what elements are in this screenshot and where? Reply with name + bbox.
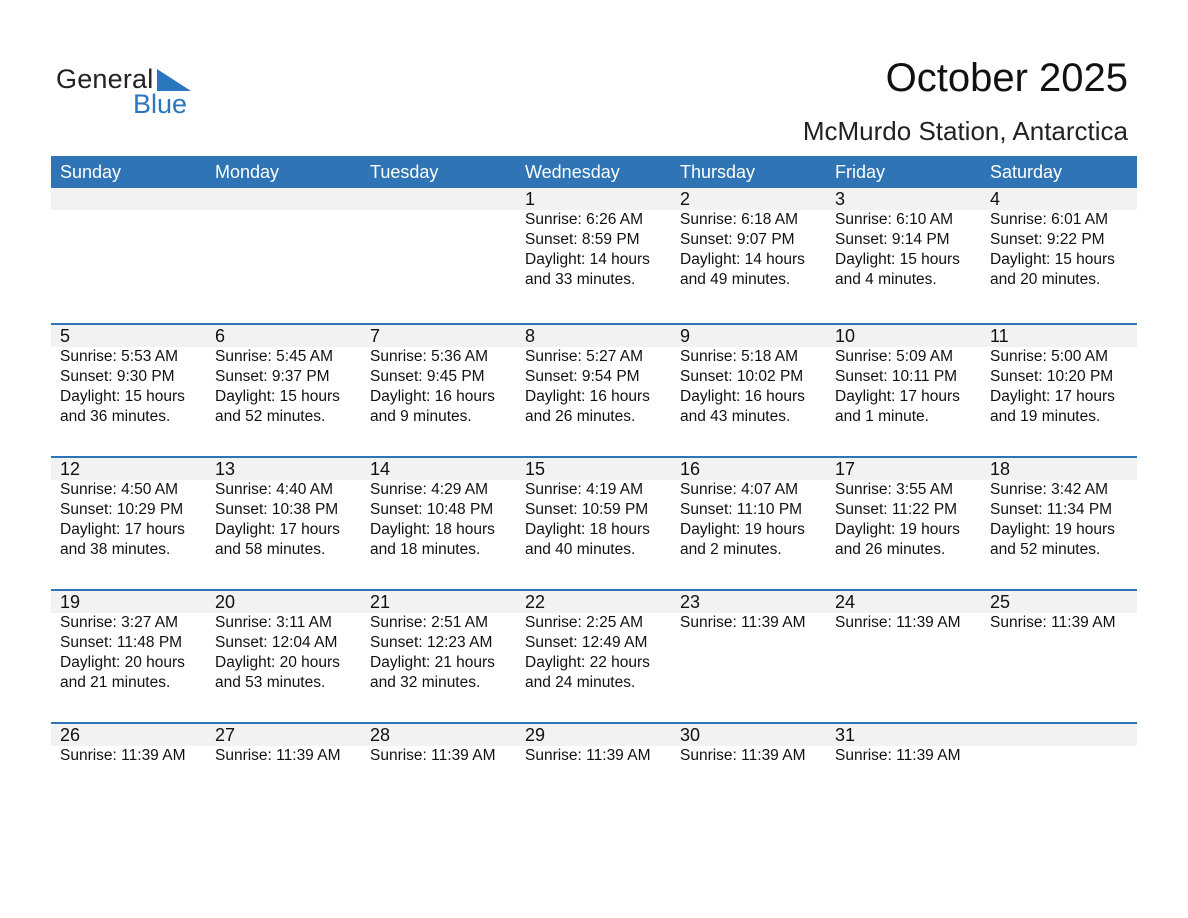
day-number: 10	[835, 326, 856, 346]
day-number: 2	[680, 189, 691, 209]
day-cell	[361, 458, 516, 589]
day-cell	[671, 724, 826, 855]
day-number: 31	[835, 725, 856, 745]
day-number	[990, 724, 1136, 746]
sunrise-text: Sunrise: 3:27 AM	[60, 614, 179, 631]
day-number: 13	[215, 459, 236, 479]
daylight-minutes-text: and 24 minutes.	[525, 674, 636, 691]
sunrise-text: Sunrise: 6:18 AM	[680, 211, 799, 228]
week-days	[51, 188, 1137, 323]
day-number: 25	[990, 592, 1011, 612]
daylight-text: Daylight: 14 hours	[525, 251, 650, 268]
sunset-text: Sunset: 9:54 PM	[525, 368, 640, 385]
day-number: 17	[835, 459, 856, 479]
day-number: 9	[680, 326, 691, 346]
day-cell	[361, 724, 516, 855]
weekday-header	[51, 156, 1137, 188]
day-cell	[516, 591, 671, 722]
day-cell	[206, 458, 361, 589]
week-row	[51, 323, 1137, 456]
sunrise-text: Sunrise: 11:39 AM	[60, 747, 186, 764]
daylight-minutes-text: and 43 minutes.	[680, 408, 791, 425]
day-cell	[671, 188, 826, 323]
day-cell	[826, 188, 981, 323]
sunset-text: Sunset: 9:14 PM	[835, 231, 950, 248]
sunrise-text: Sunrise: 4:50 AM	[60, 481, 179, 498]
logo-text-general: General	[56, 64, 154, 94]
day-number: 7	[370, 326, 381, 346]
day-number: 4	[990, 189, 1001, 209]
day-cell	[516, 188, 671, 323]
sunset-text: Sunset: 10:02 PM	[680, 368, 804, 385]
daylight-text: Daylight: 19 hours	[680, 521, 805, 538]
daylight-text: Daylight: 15 hours	[835, 251, 960, 268]
day-cell	[516, 724, 671, 855]
daylight-text: Daylight: 17 hours	[990, 388, 1115, 405]
sunrise-text: Sunrise: 11:39 AM	[525, 747, 651, 764]
daylight-minutes-text: and 20 minutes.	[990, 271, 1101, 288]
sunrise-text: Sunrise: 11:39 AM	[990, 614, 1116, 631]
day-number	[370, 188, 516, 210]
sunrise-text: Sunrise: 3:42 AM	[990, 481, 1109, 498]
sunset-text: Sunset: 9:45 PM	[370, 368, 485, 385]
daylight-text: Daylight: 22 hours	[525, 654, 650, 671]
day-cell	[206, 591, 361, 722]
day-number: 11	[990, 326, 1009, 346]
day-number: 21	[370, 592, 391, 612]
day-number: 29	[525, 725, 546, 745]
week-row	[51, 589, 1137, 722]
sunrise-text: Sunrise: 11:39 AM	[835, 614, 961, 631]
week-days	[51, 724, 1137, 855]
sunset-text: Sunset: 10:11 PM	[835, 368, 958, 385]
day-cell	[671, 325, 826, 456]
day-number: 23	[680, 592, 701, 612]
day-number: 8	[525, 326, 536, 346]
day-cell	[981, 591, 1136, 722]
empty-day-cell	[206, 188, 361, 323]
sunrise-text: Sunrise: 5:45 AM	[215, 348, 334, 365]
logo-triangle-icon	[157, 69, 191, 91]
daylight-minutes-text: and 32 minutes.	[370, 674, 481, 691]
daylight-text: Daylight: 18 hours	[525, 521, 650, 538]
daylight-minutes-text: and 33 minutes.	[525, 271, 636, 288]
week-row	[51, 722, 1137, 855]
day-cell	[826, 724, 981, 855]
daylight-minutes-text: and 18 minutes.	[370, 541, 481, 558]
day-number	[60, 188, 206, 210]
sunset-text: Sunset: 11:22 PM	[835, 501, 958, 518]
page-title: October 2025	[885, 56, 1128, 100]
daylight-text: Daylight: 20 hours	[215, 654, 340, 671]
sunrise-text: Sunrise: 5:18 AM	[680, 348, 799, 365]
day-cell	[826, 591, 981, 722]
weekday-friday: Friday	[835, 162, 886, 182]
sunset-text: Sunset: 10:38 PM	[215, 501, 339, 518]
daylight-text: Daylight: 14 hours	[680, 251, 805, 268]
day-number: 19	[60, 592, 81, 612]
weekday-wednesday: Wednesday	[525, 162, 620, 182]
day-number: 20	[215, 592, 236, 612]
daylight-text: Daylight: 16 hours	[525, 388, 650, 405]
daylight-minutes-text: and 26 minutes.	[835, 541, 946, 558]
daylight-text: Daylight: 17 hours	[215, 521, 340, 538]
weekday-tuesday: Tuesday	[370, 162, 439, 182]
daylight-text: Daylight: 15 hours	[60, 388, 185, 405]
sunrise-text: Sunrise: 11:39 AM	[835, 747, 961, 764]
week-days	[51, 591, 1137, 722]
sunset-text: Sunset: 12:04 AM	[215, 634, 338, 651]
sunset-text: Sunset: 9:07 PM	[680, 231, 795, 248]
sunrise-text: Sunrise: 3:11 AM	[215, 614, 332, 631]
sunset-text: Sunset: 8:59 PM	[525, 231, 640, 248]
sunrise-text: Sunrise: 11:39 AM	[370, 747, 496, 764]
daylight-text: Daylight: 21 hours	[370, 654, 495, 671]
week-days	[51, 458, 1137, 589]
sunset-text: Sunset: 11:48 PM	[60, 634, 183, 651]
weekday-monday: Monday	[215, 162, 280, 182]
sunset-text: Sunset: 10:59 PM	[525, 501, 649, 518]
weekday-thursday: Thursday	[680, 162, 756, 182]
daylight-minutes-text: and 19 minutes.	[990, 408, 1101, 425]
day-number: 30	[680, 725, 701, 745]
day-cell	[51, 325, 206, 456]
daylight-text: Daylight: 17 hours	[835, 388, 960, 405]
day-number: 14	[370, 459, 391, 479]
sunrise-text: Sunrise: 4:07 AM	[680, 481, 799, 498]
sunrise-text: Sunrise: 6:26 AM	[525, 211, 644, 228]
day-number: 6	[215, 326, 226, 346]
empty-day-cell	[361, 188, 516, 323]
daylight-text: Daylight: 20 hours	[60, 654, 185, 671]
daylight-text: Daylight: 15 hours	[990, 251, 1115, 268]
day-number: 1	[525, 189, 536, 209]
sunrise-text: Sunrise: 5:00 AM	[990, 348, 1109, 365]
calendar-grid	[51, 156, 1137, 855]
daylight-minutes-text: and 4 minutes.	[835, 271, 937, 288]
sunrise-text: Sunrise: 6:01 AM	[990, 211, 1109, 228]
weekday-saturday: Saturday	[990, 162, 1063, 182]
day-cell	[361, 591, 516, 722]
sunset-text: Sunset: 9:22 PM	[990, 231, 1105, 248]
daylight-minutes-text: and 2 minutes.	[680, 541, 782, 558]
sunrise-text: Sunrise: 4:29 AM	[370, 481, 489, 498]
sunrise-text: Sunrise: 5:09 AM	[835, 348, 954, 365]
day-number: 27	[215, 725, 236, 745]
daylight-minutes-text: and 1 minute.	[835, 408, 929, 425]
day-number: 18	[990, 459, 1011, 479]
daylight-text: Daylight: 16 hours	[680, 388, 805, 405]
day-cell	[981, 188, 1136, 323]
logo-text-blue: Blue	[133, 89, 188, 119]
sunrise-text: Sunrise: 5:53 AM	[60, 348, 179, 365]
day-number: 15	[525, 459, 546, 479]
day-number: 22	[525, 592, 546, 612]
day-number: 28	[370, 725, 391, 745]
day-cell	[51, 591, 206, 722]
sunset-text: Sunset: 10:48 PM	[370, 501, 494, 518]
weeks-container	[51, 188, 1137, 855]
day-number	[215, 188, 361, 210]
sunrise-text: Sunrise: 5:36 AM	[370, 348, 489, 365]
daylight-text: Daylight: 16 hours	[370, 388, 495, 405]
day-cell	[206, 325, 361, 456]
day-number: 26	[60, 725, 81, 745]
daylight-minutes-text: and 40 minutes.	[525, 541, 636, 558]
weekday-sunday: Sunday	[60, 162, 122, 182]
sunset-text: Sunset: 12:23 AM	[370, 634, 493, 651]
daylight-minutes-text: and 21 minutes.	[60, 674, 171, 691]
day-number: 24	[835, 592, 856, 612]
daylight-minutes-text: and 38 minutes.	[60, 541, 171, 558]
daylight-minutes-text: and 26 minutes.	[525, 408, 636, 425]
day-cell	[516, 458, 671, 589]
daylight-minutes-text: and 58 minutes.	[215, 541, 326, 558]
sunrise-text: Sunrise: 11:39 AM	[215, 747, 341, 764]
day-cell	[51, 724, 206, 855]
day-number: 12	[60, 459, 81, 479]
day-cell	[981, 458, 1136, 589]
logo	[56, 62, 206, 122]
sunrise-text: Sunrise: 6:10 AM	[835, 211, 954, 228]
empty-day-cell	[51, 188, 206, 323]
daylight-minutes-text: and 36 minutes.	[60, 408, 171, 425]
day-number: 3	[835, 189, 846, 209]
day-cell	[51, 458, 206, 589]
sunset-text: Sunset: 9:30 PM	[60, 368, 175, 385]
empty-day-cell	[981, 724, 1136, 855]
sunset-text: Sunset: 11:34 PM	[990, 501, 1113, 518]
sunset-text: Sunset: 11:10 PM	[680, 501, 803, 518]
day-cell	[516, 325, 671, 456]
day-number: 5	[60, 326, 71, 346]
sunrise-text: Sunrise: 4:40 AM	[215, 481, 334, 498]
daylight-text: Daylight: 17 hours	[60, 521, 185, 538]
daylight-text: Daylight: 18 hours	[370, 521, 495, 538]
week-days	[51, 325, 1137, 456]
day-cell	[361, 325, 516, 456]
daylight-minutes-text: and 53 minutes.	[215, 674, 326, 691]
sunrise-text: Sunrise: 11:39 AM	[680, 747, 806, 764]
week-row	[51, 188, 1137, 323]
day-cell	[826, 458, 981, 589]
sunset-text: Sunset: 12:49 AM	[525, 634, 648, 651]
daylight-text: Daylight: 19 hours	[835, 521, 960, 538]
sunrise-text: Sunrise: 2:51 AM	[370, 614, 489, 631]
sunrise-text: Sunrise: 4:19 AM	[525, 481, 644, 498]
daylight-text: Daylight: 15 hours	[215, 388, 340, 405]
day-cell	[671, 458, 826, 589]
sunrise-text: Sunrise: 3:55 AM	[835, 481, 954, 498]
sunset-text: Sunset: 10:29 PM	[60, 501, 184, 518]
daylight-minutes-text: and 49 minutes.	[680, 271, 791, 288]
sunrise-text: Sunrise: 5:27 AM	[525, 348, 644, 365]
day-cell	[671, 591, 826, 722]
sunset-text: Sunset: 10:20 PM	[990, 368, 1114, 385]
daylight-text: Daylight: 19 hours	[990, 521, 1115, 538]
daylight-minutes-text: and 52 minutes.	[990, 541, 1101, 558]
sunrise-text: Sunrise: 11:39 AM	[680, 614, 806, 631]
day-cell	[206, 724, 361, 855]
location-subtitle: McMurdo Station, Antarctica	[802, 116, 1128, 146]
day-cell	[826, 325, 981, 456]
sunrise-text: Sunrise: 2:25 AM	[525, 614, 644, 631]
daylight-minutes-text: and 9 minutes.	[370, 408, 472, 425]
week-row	[51, 456, 1137, 589]
day-cell	[981, 325, 1136, 456]
day-number: 16	[680, 459, 701, 479]
daylight-minutes-text: and 52 minutes.	[215, 408, 326, 425]
sunset-text: Sunset: 9:37 PM	[215, 368, 330, 385]
